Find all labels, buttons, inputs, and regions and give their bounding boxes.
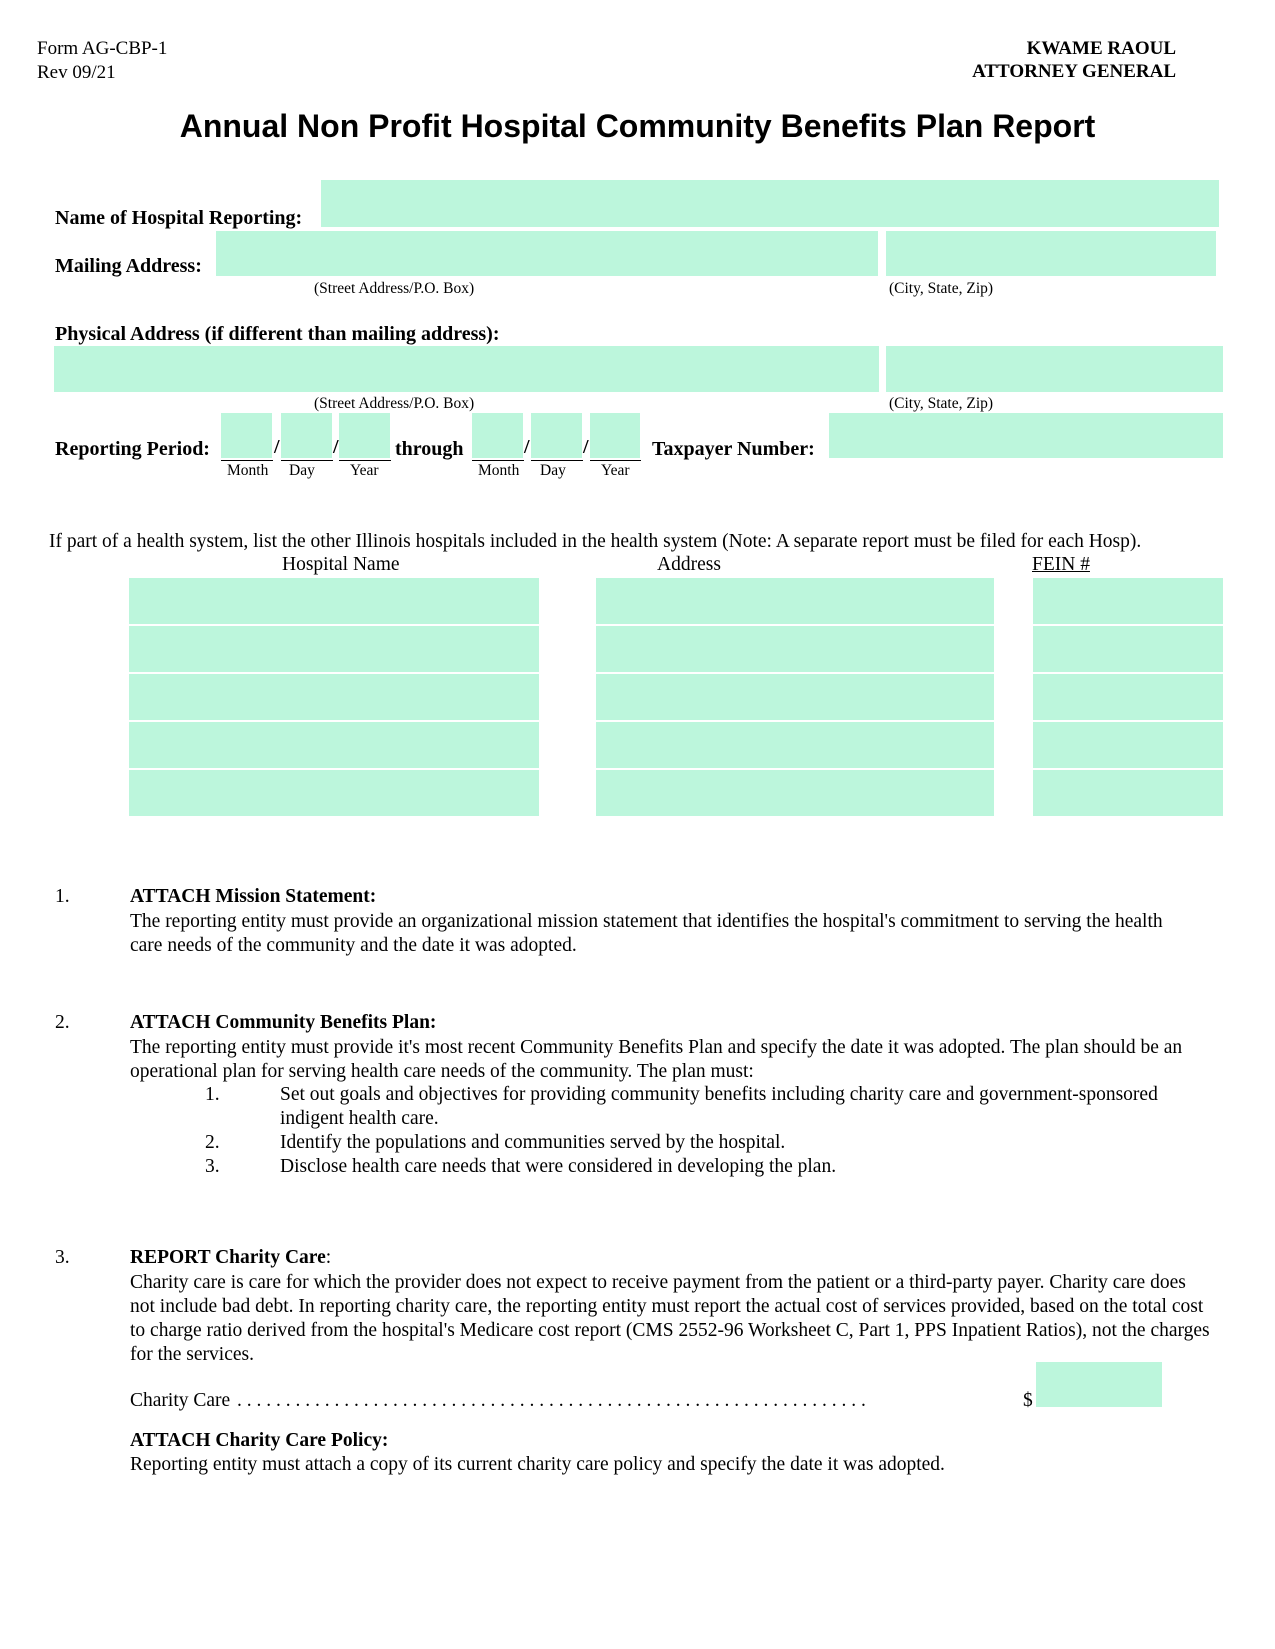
physical-address-label: Physical Address (if different than mailing address): bbox=[55, 323, 500, 345]
health-system-instruction: If part of a health system, list the other Illinois hospitals included in the health system (Note: A separate report must be filed for each Hosp). bbox=[49, 531, 1142, 552]
charity-care-label: Charity Care bbox=[130, 1390, 231, 1411]
end-year-caption: Year bbox=[601, 462, 630, 479]
section-2-heading: ATTACH Community Benefits Plan: bbox=[130, 1012, 437, 1033]
reporting-period-label: Reporting Period: bbox=[55, 438, 210, 460]
charity-care-leader-dots: . . . . . . . . . . . . . . . . . . . . . . . . . . . . . . . . . . . . . . . . . . . . . . . . . . . . . . . . . . . . . . . . . bbox=[237, 1390, 866, 1411]
section-3-heading-text: REPORT Charity Care bbox=[130, 1247, 326, 1268]
start-day-caption: Day bbox=[289, 462, 315, 479]
section-3-heading bbox=[130, 1247, 331, 1269]
plan-item-text: indigent health care. bbox=[280, 1108, 439, 1129]
mailing-street-input[interactable] bbox=[216, 231, 878, 276]
period-end-month-input[interactable] bbox=[472, 413, 523, 458]
hospital-name-label: Name of Hospital Reporting: bbox=[55, 207, 303, 229]
system-address-input[interactable] bbox=[596, 626, 994, 672]
section-3-heading-colon: : bbox=[325, 1247, 332, 1268]
dollar-sign: $ bbox=[1023, 1390, 1033, 1411]
period-slash: / bbox=[274, 436, 280, 458]
start-month-caption: Month bbox=[227, 462, 269, 479]
period-end-day-input[interactable] bbox=[531, 413, 582, 458]
system-address-input[interactable] bbox=[596, 674, 994, 720]
through-label: through bbox=[395, 438, 464, 460]
charity-care-amount-input[interactable] bbox=[1036, 1362, 1162, 1407]
period-start-year-input[interactable] bbox=[339, 413, 390, 458]
physical-city-input[interactable] bbox=[886, 346, 1223, 392]
col-address: Address bbox=[657, 554, 721, 575]
system-hospital-name-input[interactable] bbox=[129, 674, 539, 720]
plan-item-number: 2. bbox=[205, 1132, 220, 1153]
plan-item-number: 3. bbox=[205, 1156, 220, 1177]
section-1-number: 1. bbox=[55, 886, 70, 907]
plan-item-number: 1. bbox=[205, 1084, 220, 1105]
plan-item-text: Identify the populations and communities served by the hospital. bbox=[280, 1132, 786, 1153]
system-address-input[interactable] bbox=[596, 770, 994, 816]
system-fein-input[interactable] bbox=[1033, 722, 1223, 768]
system-fein-input[interactable] bbox=[1033, 578, 1223, 624]
form-revision: Rev 09/21 bbox=[37, 62, 116, 83]
charity-policy-heading: ATTACH Charity Care Policy: bbox=[130, 1430, 389, 1451]
col-hospital-name: Hospital Name bbox=[282, 554, 400, 575]
period-slash: / bbox=[524, 436, 530, 458]
form-id: Form AG-CBP-1 bbox=[37, 38, 168, 59]
plan-item-text: Set out goals and objectives for providing community benefits including charity care and government-sponsored bbox=[280, 1084, 1158, 1105]
period-slash: / bbox=[333, 436, 339, 458]
physical-street-caption: (Street Address/P.O. Box) bbox=[314, 395, 475, 412]
plan-item-text: Disclose health care needs that were considered in developing the plan. bbox=[280, 1156, 837, 1177]
system-address-input[interactable] bbox=[596, 578, 994, 624]
section-3-text: Charity care is care for which the provider does not expect to receive payment from the patient or a third-party payer. Charity care does not include bad debt. In reporting charity care, the reporting entity must report the actual cost of services provided, based on the total cost to charge ratio derived from the hospital's Medicare cost report (CMS 2552-96 Worksheet C, Part 1, PPS Inpatient Ratios), not the charges for the services. bbox=[130, 1272, 1210, 1365]
mailing-address-label: Mailing Address: bbox=[55, 255, 202, 277]
section-2-text: The reporting entity must provide it's most recent Community Benefits Plan and specify the date it was adopted. The plan should be an operational plan for serving health care needs of the community. The plan must: bbox=[130, 1037, 1183, 1082]
period-start-month-input[interactable] bbox=[221, 413, 272, 458]
section-1-heading: ATTACH Mission Statement: bbox=[130, 886, 377, 907]
system-fein-input[interactable] bbox=[1033, 770, 1223, 816]
system-fein-input[interactable] bbox=[1033, 626, 1223, 672]
taxpayer-number-label: Taxpayer Number: bbox=[652, 438, 815, 460]
mailing-city-caption: (City, State, Zip) bbox=[889, 280, 994, 297]
end-month-caption: Month bbox=[478, 462, 520, 479]
system-hospital-name-input[interactable] bbox=[129, 578, 539, 624]
system-address-input[interactable] bbox=[596, 722, 994, 768]
section-3-number: 3. bbox=[55, 1247, 70, 1268]
hospital-name-input[interactable] bbox=[321, 180, 1219, 227]
mailing-city-input[interactable] bbox=[886, 231, 1216, 276]
system-hospital-name-input[interactable] bbox=[129, 770, 539, 816]
official-title: ATTORNEY GENERAL bbox=[972, 61, 1176, 82]
taxpayer-number-input[interactable] bbox=[829, 413, 1223, 458]
end-day-caption: Day bbox=[540, 462, 566, 479]
page-title: Annual Non Profit Hospital Community Benefits Plan Report bbox=[179, 108, 1096, 144]
physical-street-input[interactable] bbox=[54, 346, 879, 392]
official-name: KWAME RAOUL bbox=[1026, 38, 1176, 59]
system-fein-input[interactable] bbox=[1033, 674, 1223, 720]
period-end-year-input[interactable] bbox=[590, 413, 640, 458]
system-hospital-name-input[interactable] bbox=[129, 626, 539, 672]
system-hospital-name-input[interactable] bbox=[129, 722, 539, 768]
physical-city-caption: (City, State, Zip) bbox=[889, 395, 994, 412]
period-slash: / bbox=[583, 436, 589, 458]
col-fein: FEIN # bbox=[1032, 554, 1090, 575]
start-year-caption: Year bbox=[350, 462, 379, 479]
section-1-text: The reporting entity must provide an organizational mission statement that identifies the hospital's commitment to serving the health care needs of the community and the date it was adopted. bbox=[130, 911, 1163, 956]
charity-policy-text: Reporting entity must attach a copy of its current charity care policy and specify the date it was adopted. bbox=[130, 1454, 945, 1475]
section-2-number: 2. bbox=[55, 1012, 70, 1033]
period-start-day-input[interactable] bbox=[281, 413, 332, 458]
mailing-street-caption: (Street Address/P.O. Box) bbox=[314, 280, 475, 297]
